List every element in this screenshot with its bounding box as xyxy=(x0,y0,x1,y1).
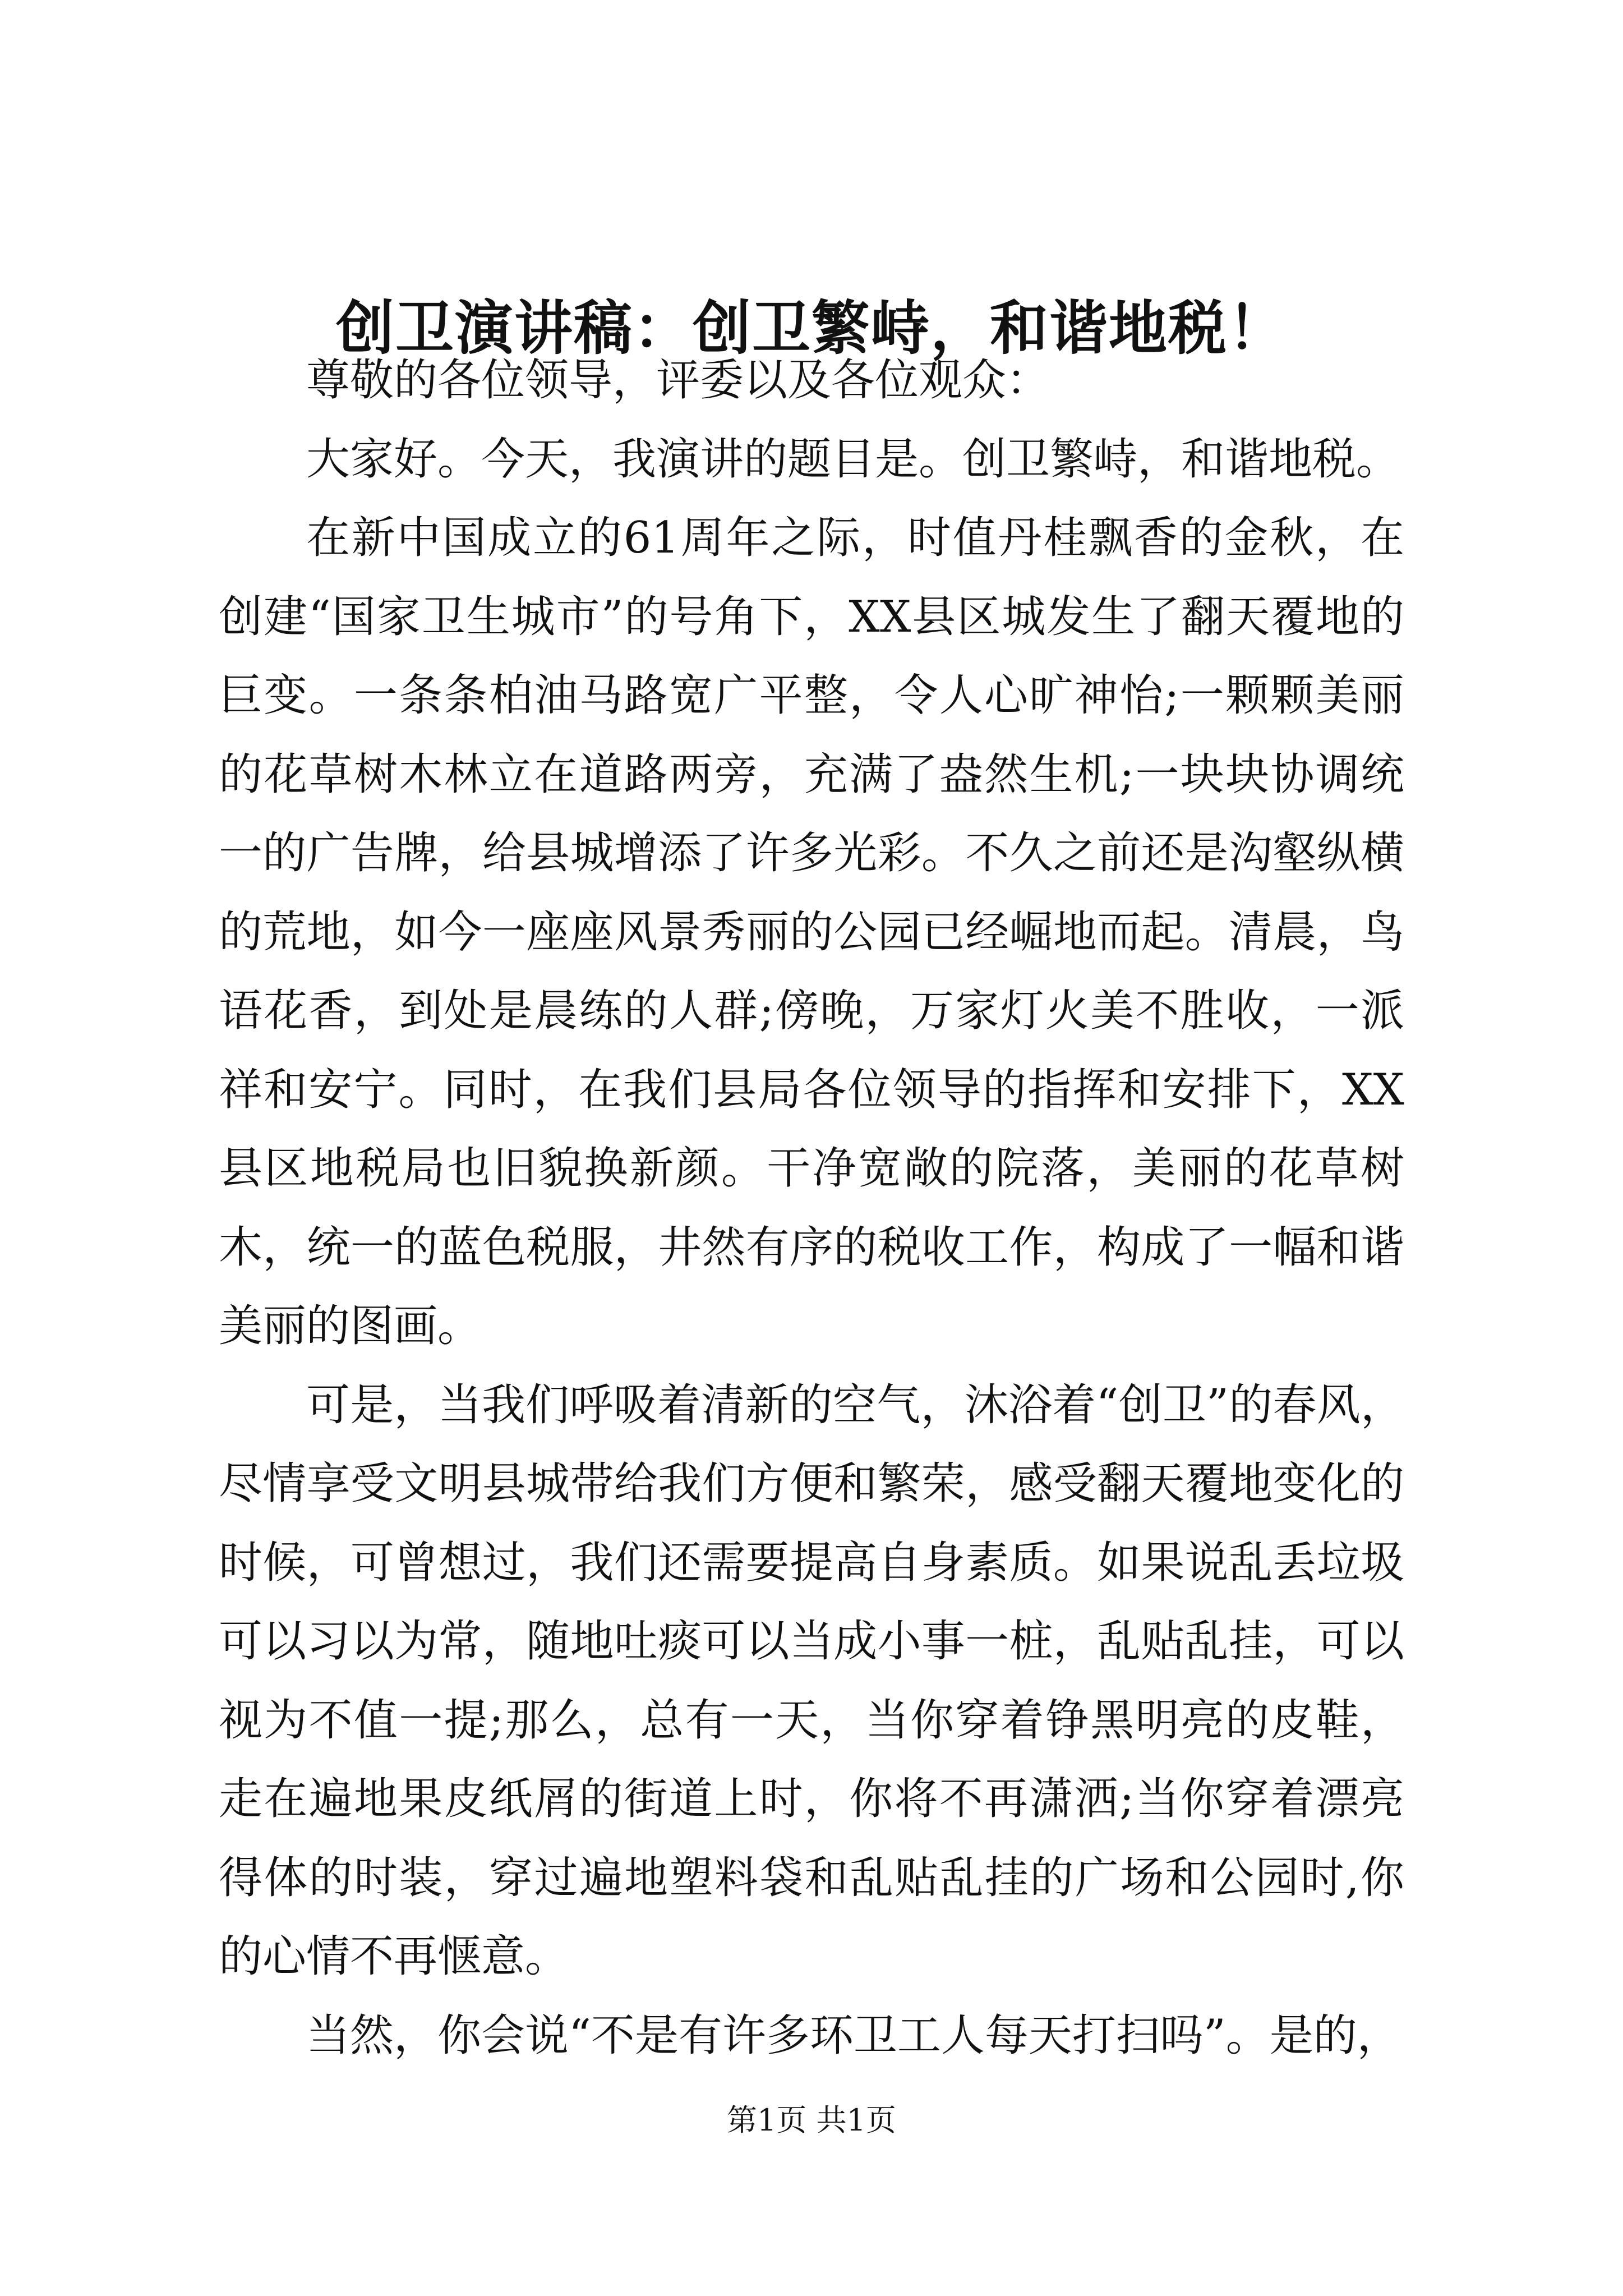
paragraph-greeting: 大家好。今天，我演讲的题目是。创卫繁峙，和谐地税。 xyxy=(306,434,1400,485)
document-title: 创卫演讲稿：创卫繁峙，和谐地税！ xyxy=(335,293,1287,362)
paragraph-self-quality: 可是，当我们呼吸着清新的空气，沐浴着“创卫”的春风，尽情享受文明县城带给我们方便和繁荣，感受翻天覆地变化的时候，可曾想过，我们还需要提高自身素质。如果说乱丢垃圾可以习以为常，随地吐痰可以当成小事一桩，乱贴乱挂，可以视为不值一提;那么，总有一天，当你穿着铮黑明亮的皮鞋，走在遍地果皮纸屑的街道上时，你将不再潇洒;当你穿着漂亮得体的时装，穿过遍地塑料袋和乱贴乱挂的广场和公园时,你的心情不再惬意。 xyxy=(219,1379,1404,1982)
paragraph-sanitation-workers: 当然，你会说“不是有许多环卫工人每天打扫吗”。是的， xyxy=(306,2010,1401,2061)
page-footer: 第1页 共1页 xyxy=(727,2102,896,2138)
paragraph-city-change: 在新中国成立的61周年之际，时值丹桂飘香的金秋，在创建“国家卫生城市”的号角下，XX县区城发生了翻天覆地的巨变。一条条柏油马路宽广平整，令人心旷神怡;一颗颗美丽的花草树木林立在道路两旁，充满了盎然生机;一块块协调统一的广告牌，给县城增添了许多光彩。不久之前还是沟壑纵横的荒地，如今一座座风景秀丽的公园已经崛地而起。清晨，鸟语花香，到处是晨练的人群;傍晚，万家灯火美不胜收，一派祥和安宁。同时，在我们县局各位领导的指挥和安排下，XX县区地税局也旧貌换新颜。干净宽敞的院落，美丽的花草树木，统一的蓝色税服，井然有序的税收工作，构成了一幅和谐美丽的图画。 xyxy=(219,513,1404,1351)
document-body xyxy=(219,341,1404,2075)
paragraph-salutation: 尊敬的各位领导，评委以及各位观众： xyxy=(306,355,1050,406)
